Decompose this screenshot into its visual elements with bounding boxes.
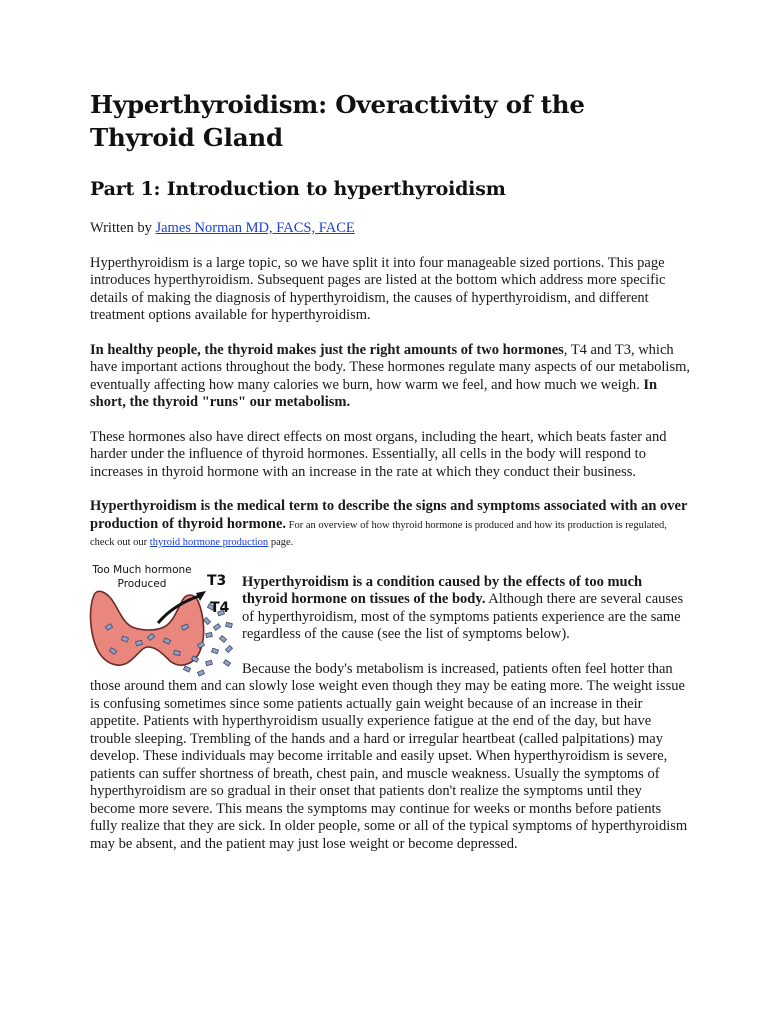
document-page	[90, 88, 690, 853]
symptoms-paragraph: Because the body's metabolism is increased, patients often feel hotter than those around them and can slowly lose weight even though they may be eating more. The weight issue is confusing sometimes since some patients actually gain weight because of an increase in their appetite. Patients with hyperthyroidism usually experience fatigue at the end of the day, but have trouble sleeping. Trembling of the hands and a hard or irregular heartbeat (called palpitations) may develop. These individuals may become irritable and easily upset. When hyperthyroidism is severe, patients can suffer shortness of breath, chest pain, and muscle weakness. Usually the symptoms of hyperthyroidism are so gradual in their onset that patients don't realize the symptoms until they become more severe. This means the symptoms may continue for weeks or months before patients fully realize that they are sick. In older people, some or all of the typical symptoms of hyperthyroidism may be absent, and the patient may just lose weight or become depressed.	[90, 660, 688, 852]
figure-caption	[92, 563, 192, 591]
figure-section	[90, 563, 690, 854]
author-link[interactable]: James Norman MD, FACS, FACE	[155, 220, 355, 236]
figure-caption-line2: Produced	[117, 577, 167, 590]
definition-small-prefix: For an overview of how thyroid hormone is produced and how its production is regulated, check out our	[90, 519, 667, 548]
definition-bold: Hyperthyroidism is the medical term to describe the signs and symptoms associated with an over production of thyroid hormone.	[90, 498, 688, 532]
byline-prefix: Written by	[90, 220, 156, 236]
condition-text: Although there are several causes of hyperthyroidism, most of the symptoms patients experience are the same regardless of the cause (see the list of symptoms below).	[242, 591, 684, 642]
healthy-thyroid-text: , T4 and T3, which have important actions throughout the body. These hormones regulate many aspects of our metabolism, eventually affecting how many calories we burn, how warm we feel, and how much we weigh.	[90, 341, 690, 393]
byline	[90, 220, 690, 238]
thyroid-runs-metabolism-bold: In short, the thyroid "runs" our metabolism.	[90, 376, 658, 410]
t4-label: T4	[210, 599, 230, 616]
thyroid-illustration	[86, 565, 236, 677]
t3-label: T3	[207, 572, 227, 589]
intro-paragraph: Hyperthyroidism is a large topic, so we have split it into four manageable sized portions. This page introduces hyperthyroidism. Subsequent pages are listed at the bottom which address more specific details of making the diagnosis of hyperthyroidism, the causes of hyperthyroidism, and different treatment options available for hyperthyroidism.	[90, 254, 666, 323]
healthy-thyroid-paragraph	[90, 342, 690, 412]
section-heading: Part 1: Introduction to hyperthyroidism	[90, 178, 506, 200]
definition-small-suffix: page.	[268, 537, 294, 548]
page-title: Hyperthyroidism: Overactivity of the Thyroid Gland	[90, 90, 585, 152]
hormone-effects-paragraph: These hormones also have direct effects on most organs, including the heart, which beats faster and harder under the influence of thyroid hormones. Essentially, all cells in the body will respond to increases in thyroid hormone with an increase in the rate at which they conduct their business.	[90, 428, 667, 480]
healthy-thyroid-bold: In healthy people, the thyroid makes just the right amounts of two hormones	[90, 341, 564, 358]
definition-paragraph	[90, 498, 690, 551]
condition-bold: Hyperthyroidism is a condition caused by the effects of too much thyroid hormone on tissues of the body.	[242, 573, 643, 607]
figure-caption-line1: Too Much hormone	[92, 563, 192, 576]
thyroid-hormone-production-link[interactable]: thyroid hormone production	[149, 537, 269, 548]
